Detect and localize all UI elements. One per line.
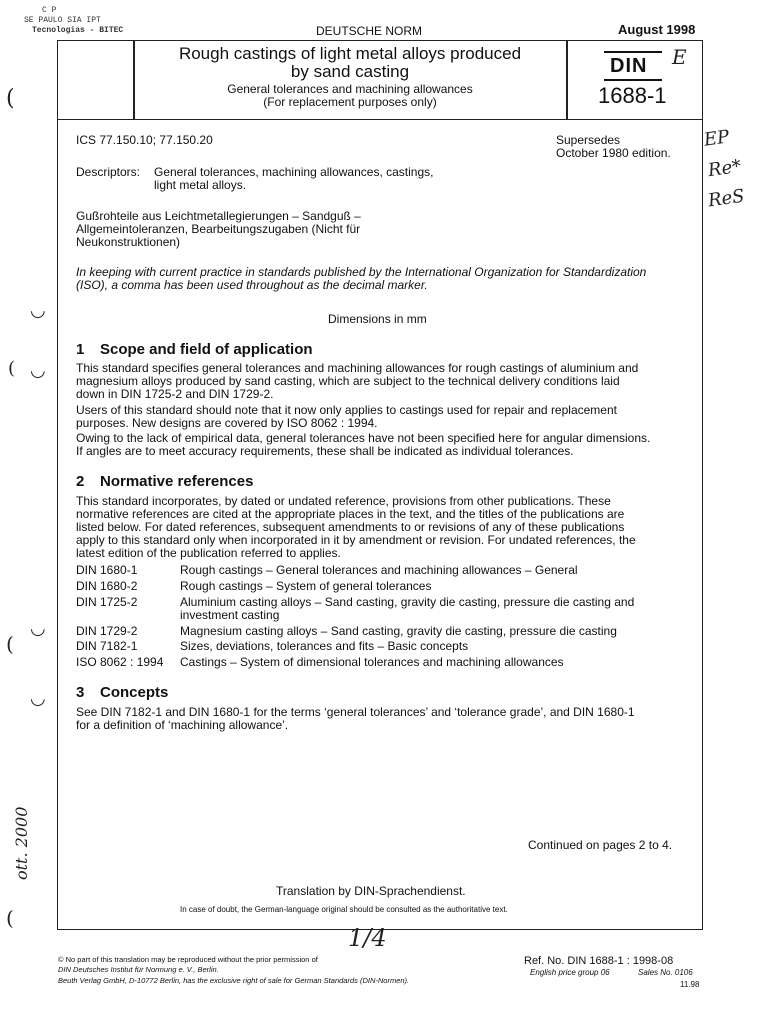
copyright-line-1: © No part of this translation may be reproduced without the prior permission of [58,955,318,964]
german-title-line-3: Neukonstruktionen) [76,235,181,249]
subtitle-line-1: General tolerances and machining allowances [227,82,473,96]
document-subtitle [134,83,566,109]
descriptors-line-2: light metal alloys. [154,178,247,192]
reference-title: Magnesium casting alloys – Sand casting, gravity die casting, pressure die casting [180,624,617,638]
handwritten-side-date: ott. 2000 [12,806,31,880]
stamp-line-2: SE PAULO SIA IPT [24,16,101,25]
supersedes-label: Supersedes [556,133,621,147]
price-group: English price group 06 [530,968,610,977]
handwritten-ep: EP [702,126,731,151]
punch-mark-4: ◡ [30,360,46,381]
reference-number: Ref. No. DIN 1688-1 : 1998-08 [524,955,674,967]
descriptors-line-1: General tolerances, machining allowances, castings, [154,165,434,179]
s2-text-line-3: listed below. For dated references, subsequent amendments to or revisions of any of these publications [76,520,625,534]
reference-code: DIN 1729-2 [76,624,138,638]
section-2-title: Normative references [100,473,254,490]
issue-date: August 1998 [618,22,696,37]
s2-text-line-4: apply to this standard only when incorporated in it by amendment or revision. For undated references, the [76,533,636,547]
section-2-number: 2 [76,473,85,490]
dimensions-note: Dimensions in mm [328,312,427,326]
section-3-title: Concepts [100,684,169,701]
iso-note-line-1: In keeping with current practice in standards published by the International Organization for Standardization [76,265,647,279]
s1-text-line-5: purposes. New designs are covered by ISO 8062 : 1994. [76,416,378,430]
title-line-2: by sand casting [290,62,410,81]
s1-text-line-7: If angles are to meet accuracy requirements, these shall be indicated as individual tolerances. [76,444,574,458]
issue-code: 11.98 [680,980,700,989]
reference-code: DIN 1725-2 [76,595,138,609]
s3-text-line-2: for a definition of ‘machining allowance’. [76,718,289,732]
copyright-line-3: Beuth Verlag GmbH, D-10772 Berlin, has the exclusive right of sale for German Standards (DIN-Normen). [58,976,410,985]
library-stamp [8,6,123,36]
s2-text-line-5: latest edition of the publication referred to applies. [76,546,341,560]
title-line-1: Rough castings of light metal alloys produced [178,44,522,63]
punch-mark-3: ( [8,358,16,379]
section-1-number: 1 [76,341,85,358]
descriptors-label: Descriptors: [76,165,141,179]
document-title [134,45,566,81]
section-1-title: Scope and field of application [100,341,313,358]
sales-number: Sales No. 0106 [638,968,693,977]
section-1-heading [76,341,313,358]
supersedes-edition: October 1980 edition. [556,146,671,160]
section-3-heading [76,684,168,701]
handwritten-re: Re* [706,155,743,182]
s2-text-line-2: normative references are cited at the appropriate places in the text, and the titles of the publications are [76,507,625,521]
german-title-line-1: Gußrohteile aus Leichtmetallegierungen – Sandguß – [76,209,361,223]
reference-title: Sizes, deviations, tolerances and fits – Basic concepts [180,639,469,653]
reference-code: DIN 1680-2 [76,579,138,593]
subtitle-line-2: (For replacement purposes only) [263,95,437,109]
stamp-line-1: C P [42,6,57,15]
reference-title: Rough castings – General tolerances and machining allowances – General [180,563,578,577]
title-divider-right [566,41,568,119]
ics-codes: ICS 77.150.10; 77.150.20 [76,133,213,147]
punch-mark-8: ( [6,906,14,930]
s1-text-line-3: down in DIN 1725-2 and DIN 1729-2. [76,387,274,401]
s3-text-line-1: See DIN 7182-1 and DIN 1680-1 for the terms ‘general tolerances’ and ‘tolerance grade’, and DIN 1680-1 [76,705,635,719]
page-number-handwritten: 1/4 [348,924,387,952]
handwritten-e: E [672,45,687,69]
translation-note: Translation by DIN-Sprachendienst. [276,884,466,898]
din-logo: DIN [610,55,648,77]
section-2-heading [76,473,253,490]
s1-text-line-4: Users of this standard should note that it now only applies to castings used for repair and replacement [76,403,617,417]
punch-mark-7: ◡ [30,688,46,709]
s1-text-line-2: magnesium alloys produced by sand casting, which are subject to the technical delivery conditions laid [76,374,620,388]
punch-mark-6: ( [6,632,14,656]
title-block [57,40,703,120]
reference-title: Castings – System of dimensional tolerances and machining allowances [180,655,564,669]
stamp-line-3: Tecnologias - BITEC [32,26,124,35]
s1-text-line-6: Owing to the lack of empirical data, general tolerances have not been specified here for angular dimensions. [76,431,651,445]
din-number: 1688-1 [598,83,667,108]
reference-title: Aluminium casting alloys – Sand casting, gravity die casting, pressure die casting and investment casting [180,595,635,622]
copyright-line-2: DIN Deutsches Institut für Normung e. V., Berlin. [58,965,219,974]
doubt-note: In case of doubt, the German-language original should be consulted as the authoritative text. [180,905,508,914]
reference-code: DIN 7182-1 [76,639,138,653]
reference-code: ISO 8062 : 1994 [76,655,164,669]
punch-mark-1: ( [6,86,15,111]
iso-note-line-2: (ISO), a comma has been used throughout as the decimal marker. [76,278,428,292]
reference-code: DIN 1680-1 [76,563,138,577]
german-title-line-2: Allgemeintoleranzen, Bearbeitungszugaben (Nicht für [76,222,361,236]
punch-mark-2: ◡ [30,300,46,321]
norm-label: DEUTSCHE NORM [316,24,423,38]
s1-text-line-1: This standard specifies general tolerances and machining allowances for rough castings of aluminium and [76,361,639,375]
reference-title: Rough castings – System of general tolerances [180,579,432,593]
s2-text-line-1: This standard incorporates, by dated or undated reference, provisions from other publications. These [76,494,611,508]
continued-note: Continued on pages 2 to 4. [528,838,673,852]
section-3-number: 3 [76,684,85,701]
punch-mark-5: ◡ [30,618,46,639]
handwritten-res: ReS [706,185,746,212]
